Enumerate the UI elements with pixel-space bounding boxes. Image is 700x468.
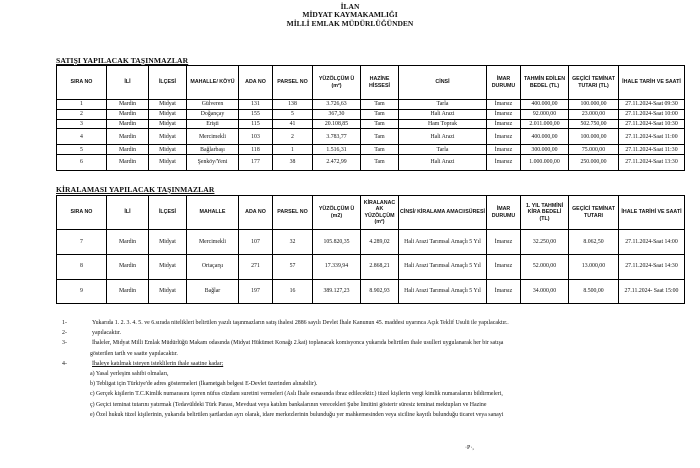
cell: Mardin [107,155,149,171]
cell: 8.062,50 [569,230,619,255]
cell: 103 [239,129,273,145]
rent-section-title: KİRALAMASI YAPILACAK TAŞINMAZLAR [56,185,215,194]
cell: 8 [57,254,107,279]
cell: İmarsız [487,155,521,171]
cell: Gülveren [187,100,239,110]
cell: 27.11.2024-Saat 09:30 [619,100,685,110]
rent-table [56,195,685,304]
cell: 400.000,00 [521,129,569,145]
cell: Tam [361,100,399,110]
sale-section-title: SATIŞI YAPILACAK TAŞINMAZLAR [56,56,189,65]
table-row [57,129,685,145]
cell: 1 [57,100,107,110]
rent-header-row [57,196,685,230]
requirement-e: e) Özel hukuk tüzel kişilerinin, yukarıda belirtilen şartlardan ayrı olarak, idare merkezlerinin bulunduğu yer mahkemesinden veya siciline kayıtlı bulunduğu ticaret veya sanayi [90,411,504,418]
cell: 27.11.2024- Saat 15:00 [619,279,685,304]
cell: 177 [239,155,273,171]
cell: Mardin [107,129,149,145]
cell: 5 [57,145,107,155]
cell: 27.11.2024-Saat 11:30 [619,145,685,155]
header-ilan: İLAN [340,2,360,11]
cell: İmarsız [487,100,521,110]
cell: 1 [273,145,313,155]
cell: 138 [273,100,313,110]
cell: İmarsız [487,230,521,255]
note-4 [62,359,692,369]
cell: 3.726,63 [313,100,361,110]
cell: 4 [57,129,107,145]
table-row [57,145,685,155]
cell: Ortaçarşı [187,254,239,279]
table-row [57,109,685,119]
cell: 367,30 [313,109,361,119]
cell: 155 [239,109,273,119]
col-yuzolcum: YÜZÖLÇÜM Ü (m2) [313,196,361,230]
cell: 6 [57,155,107,171]
note-text: Yukarıda 1. 2. 3. 4. 5. ve 6.sırada nitelikleri belirtilen yazılı taşınmazların satış ihalesi 2886 sayılı Devlet İhale Kanunun 45. maddesi uyarınca Açık Teklif Usulü ile yapılacaktır.. [92,320,509,326]
note-2 [62,328,692,338]
cell: 2 [57,109,107,119]
cell: 52.000,00 [521,254,569,279]
cell: 115 [239,119,273,129]
cell: 118 [239,145,273,155]
cell: Doğançay [187,109,239,119]
cell: 7 [57,230,107,255]
note-3-continued: gösterilen tarih ve saatte yapılacaktır. [90,350,178,357]
cell: 27.11.2024-Saat 10:00 [619,109,685,119]
cell: İmarsız [487,145,521,155]
note-text: İhaleler, Midyat Milli Emlak Müdürlüğü Makam odasında (Midyat Hükümet Konağı 2.kat) toplanacak komisyonca yukarıda belirtilen ihale usulleri uygulanarak her bir satışa [92,340,504,347]
requirement-c: c) Gerçek kişilerin T.C.Kimlik numarasını içeren nüfus cüzdanı suretini vermeleri (Aslı İhale esnasında ibraz edilecektir.) tüzel kişilerin vergi kimlik numaralarını bildirmeleri, [90,391,503,398]
col-kira-bedeli: 1. YIL TAHMİNİ KİRA BEDELİ (TL) [521,196,569,230]
cell: Erişti [187,119,239,129]
cell: Midyat [149,230,187,255]
cell: 13.000,00 [569,254,619,279]
cell: Tam [361,145,399,155]
cell: Mardin [107,279,149,304]
col-imar-durumu: İMAR DURUMU [487,66,521,100]
table-row [57,254,685,279]
sale-header-row [57,66,685,100]
col-ihale-tarih: İHALE TARİHİ VE SAATİ [619,196,685,230]
sale-table [56,65,685,171]
note-3 [62,338,692,348]
requirement-a: a) Yasal yerleşim sahibi olmaları, [90,371,169,378]
note-1 [62,318,692,328]
col-imar-durumu: İMAR DURUMU [487,196,521,230]
cell: Hali Arazi [399,155,487,171]
col-mahalle: MAHALLE/ KÖYÜ [187,66,239,100]
cell: 100.000,00 [569,129,619,145]
table-row [57,119,685,129]
cell: Şenköy/Yeni [187,155,239,171]
cell: 27.11.2024-Saat 10:30 [619,119,685,129]
cell: İmarsız [487,109,521,119]
cell: Tam [361,119,399,129]
cell: 27.11.2024-Saat 11:00 [619,129,685,145]
col-yuzolcum: YÜZÖLÇÜM Ü (m²) [313,66,361,100]
cell: Mardin [107,119,149,129]
cell: Midyat [149,145,187,155]
col-gecici-teminat: GEÇİCİ TEMİNAT TUTARI (TL) [569,66,619,100]
cell: Midyat [149,279,187,304]
cell: Hali Arazi Tarımsal Amaçlı 5 Yıl [399,230,487,255]
note-number: 2- [62,330,67,337]
cell: 3 [57,119,107,129]
col-ili: İLİ [107,66,149,100]
cell: 8.500,00 [569,279,619,304]
cell: 27.11.2024-Saat 14:00 [619,230,685,255]
cell: Hali Arazi Tarımsal Amaçlı 5 Yıl [399,254,487,279]
cell: 32 [273,230,313,255]
cell: Tam [361,155,399,171]
cell: Midyat [149,109,187,119]
cell: 27.11.2024-Saat 14:30 [619,254,685,279]
cell: Mardin [107,100,149,110]
cell: İmarsız [487,279,521,304]
col-parsel-no: PARSEL NO [273,196,313,230]
col-cinsi-kiralama: CİNSİ/ KİRALAMA AMACI/SÜRESİ [399,196,487,230]
cell: 41 [273,119,313,129]
cell: 300.000,00 [521,145,569,155]
cell: 2 [273,129,313,145]
cell: 92.000,00 [521,109,569,119]
table-row [57,230,685,255]
cell: Bağlarbaşı [187,145,239,155]
cell: Midyat [149,119,187,129]
cell: Mardin [107,145,149,155]
col-cinsi: CİNSİ [399,66,487,100]
col-sira-no: SIRA NO [57,196,107,230]
cell: Midyat [149,254,187,279]
cell: 9 [57,279,107,304]
col-sira-no: SIRA NO [57,66,107,100]
col-ili: İLİ [107,196,149,230]
cell: Midyat [149,100,187,110]
col-hazine-hissesi: HAZİNE HİSSESİ [361,66,399,100]
cell: Hali Arazi [399,109,487,119]
cell: 23.000,00 [569,109,619,119]
col-ihale-tarih: İHALE TARİH VE SAATİ [619,66,685,100]
cell: İmarsız [487,129,521,145]
cell: Bağlar [187,279,239,304]
cell: 16 [273,279,313,304]
note-text: yapılacaktır. [92,330,121,337]
document-header [0,3,700,28]
cell: Tarla [399,100,487,110]
cell: 1.000.000,00 [521,155,569,171]
table-row [57,279,685,304]
cell: 75.000,00 [569,145,619,155]
cell: 3.783,77 [313,129,361,145]
cell: 57 [273,254,313,279]
cell: 502.750,00 [569,119,619,129]
cell: Mercimekli [187,129,239,145]
note-number: 4- [62,360,67,367]
cell: 17.339,94 [313,254,361,279]
cell: 2.472,99 [313,155,361,171]
cell: 107 [239,230,273,255]
cell: İmarsız [487,119,521,129]
cell: Mardin [107,109,149,119]
cell: 250.000,00 [569,155,619,171]
requirement-b: b) Tebligat için Türkiye'de adres göstermeleri (İkametgah belgesi E-Devlet üzerinden alınabilir). [90,381,318,388]
note-number: 3- [62,340,67,347]
header-mudurluk: MİLLİ EMLAK MÜDÜRLÜĞÜNDEN [286,18,414,28]
cell: 389.127,23 [313,279,361,304]
cell: 34.000,00 [521,279,569,304]
cell: 105.820,35 [313,230,361,255]
cell: 400.000,00 [521,100,569,110]
col-tahmini-bedel: TAHMİN EDİLEN BEDEL (TL) [521,66,569,100]
col-mahalle: MAHALLE [187,196,239,230]
col-parsel-no: PARSEL NO [273,66,313,100]
cell: 38 [273,155,313,171]
cell: 4.289,02 [361,230,399,255]
cell: Tam [361,129,399,145]
note-text: İhaleye katılmak isteyen isteklilerin ihale saatine kadar; [92,360,224,367]
cell: 8.902,93 [361,279,399,304]
cell: 2.011.000,00 [521,119,569,129]
col-ilcesi: İLÇESİ [149,66,187,100]
cell: Hali Arazi [399,129,487,145]
table-row [57,100,685,110]
cell: 2.868,21 [361,254,399,279]
cell: 131 [239,100,273,110]
cell: 197 [239,279,273,304]
requirement-c-cedilla: ç) Geçici teminat tutarını yatırmak (Tedavüldeki Türk Parası, Mevduat veya katılım bankalarının verecekleri Şube limitini gösterir süresiz teminat mektupları ve Hazine [90,401,487,408]
col-ilcesi: İLÇESİ [149,196,187,230]
cell: Ham Toprak [399,119,487,129]
notes-section [62,318,692,420]
cell: Mardin [107,254,149,279]
cell: 32.250,00 [521,230,569,255]
cell: 5 [273,109,313,119]
note-number: 1- [62,320,67,326]
cell: Tarla [399,145,487,155]
cell: Hali Arazi Tarımsal Amaçlı 5 Yıl [399,279,487,304]
col-gecici-teminat: GEÇİCİ TEMİNAT TUTARI [569,196,619,230]
cell: Mardin [107,230,149,255]
cell: 27.11.2024-Saat 13:30 [619,155,685,171]
col-kiralanacak-yuzolcum: KİRALANAC AK YÜZÖLÇÜM (m²) [361,196,399,230]
cell: 100.000,00 [569,100,619,110]
cell: İmarsız [487,254,521,279]
col-ada-no: ADA NO [239,196,273,230]
cell: 271 [239,254,273,279]
cell: Mercimekli [187,230,239,255]
cell: Midyat [149,155,187,171]
cell: Midyat [149,129,187,145]
table-row [57,155,685,171]
cell: 1.516,31 [313,145,361,155]
page-mark: ·P·, [465,445,474,451]
header-kaymakamlik: MİDYAT KAYMAKAMLIĞI [302,10,398,20]
cell: Tam [361,109,399,119]
cell: 20.108,85 [313,119,361,129]
col-ada-no: ADA NO [239,66,273,100]
